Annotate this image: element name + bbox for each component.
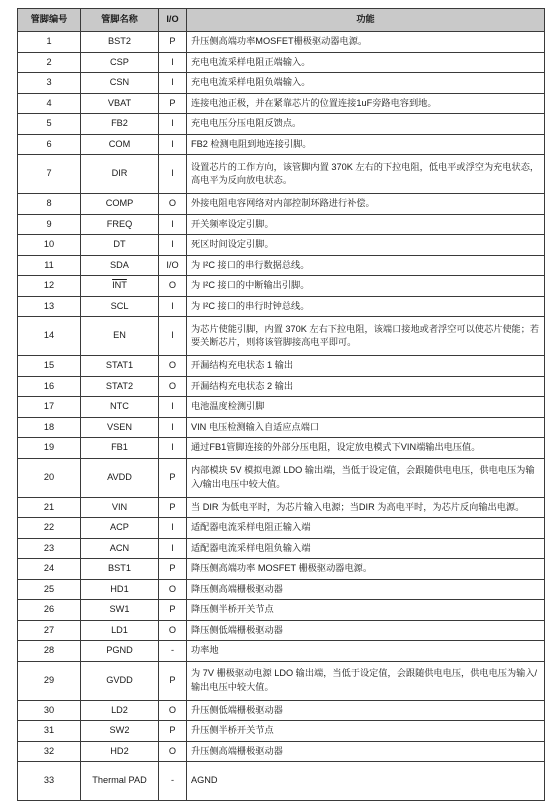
table-row <box>18 518 545 539</box>
function-cell: 充电电流采样电阻正端输入。 <box>187 52 545 73</box>
pin-number-cell: 10 <box>18 235 81 256</box>
pin-name-cell: PGND <box>81 641 159 662</box>
function-cell: 为 I²C 接口的中断输出引脚。 <box>187 276 545 297</box>
table-row <box>18 700 545 721</box>
io-cell: O <box>159 194 187 215</box>
pin-number-cell: 11 <box>18 255 81 276</box>
io-cell: I <box>159 52 187 73</box>
pin-name-cell: $\overline{INT}$ <box>81 276 159 297</box>
pin-name-cell: STAT2 <box>81 376 159 397</box>
pin-number-cell: 12 <box>18 276 81 297</box>
pin-number-cell: 3 <box>18 73 81 94</box>
io-cell: O <box>159 276 187 297</box>
table-row <box>18 438 545 459</box>
io-cell: P <box>159 600 187 621</box>
table-row <box>18 296 545 317</box>
function-cell: 功率地 <box>187 641 545 662</box>
table-row <box>18 235 545 256</box>
io-cell: O <box>159 579 187 600</box>
pin-name-cell: COM <box>81 134 159 155</box>
io-cell: I <box>159 235 187 256</box>
function-cell: 升压侧高端栅极驱动器 <box>187 741 545 762</box>
pin-name-cell: GVDD <box>81 661 159 700</box>
pin-name-cell: STAT1 <box>81 356 159 377</box>
function-cell: 适配器电流采样电阻负输入端 <box>187 538 545 559</box>
table-row <box>18 255 545 276</box>
pin-number-cell: 22 <box>18 518 81 539</box>
function-cell: AGND <box>187 762 545 801</box>
table-row <box>18 376 545 397</box>
table-row <box>18 155 545 194</box>
pin-name-cell: LD2 <box>81 700 159 721</box>
table-row <box>18 397 545 418</box>
table-row <box>18 579 545 600</box>
pin-name-cell: FREQ <box>81 214 159 235</box>
function-cell: 死区时间设定引脚。 <box>187 235 545 256</box>
pin-name-cell: DT <box>81 235 159 256</box>
io-cell: P <box>159 32 187 53</box>
table-row <box>18 93 545 114</box>
table-row <box>18 356 545 377</box>
function-cell: 为 7V 栅极驱动电源 LDO 输出端，当低于设定值，会跟随供电电压，供电电压为输入/输出电压中较大值。 <box>187 661 545 700</box>
pin-name-cell: VSEN <box>81 417 159 438</box>
io-cell: P <box>159 458 187 497</box>
pin-number-cell: 5 <box>18 114 81 135</box>
io-cell: - <box>159 641 187 662</box>
io-cell: I <box>159 73 187 94</box>
pin-number-cell: 29 <box>18 661 81 700</box>
function-cell: 降压侧高端栅极驱动器 <box>187 579 545 600</box>
function-cell: 开漏结构充电状态 2 输出 <box>187 376 545 397</box>
pin-name-cell: NTC <box>81 397 159 418</box>
table-row <box>18 114 545 135</box>
function-cell: 为芯片使能引脚，内置 370K 左右下拉电阻，该端口接地或者浮空可以使芯片使能；若要关断芯片，则将该管脚接高电平即可。 <box>187 317 545 356</box>
pin-name-cell: ACP <box>81 518 159 539</box>
function-cell: 升压侧高端功率MOSFET栅极驱动器电源。 <box>187 32 545 53</box>
io-cell: P <box>159 721 187 742</box>
function-cell: FB2 检测电阻到地连接引脚。 <box>187 134 545 155</box>
function-cell: 设置芯片的工作方向，该管脚内置 370K 左右的下拉电阻，低电平或浮空为充电状态，高电平为反向放电状态。 <box>187 155 545 194</box>
pin-name-cell: VIN <box>81 497 159 518</box>
io-cell: P <box>159 497 187 518</box>
io-cell: O <box>159 356 187 377</box>
function-cell: 电池温度检测引脚 <box>187 397 545 418</box>
function-cell: 降压侧低端栅极驱动器 <box>187 620 545 641</box>
pin-number-cell: 31 <box>18 721 81 742</box>
pin-number-cell: 4 <box>18 93 81 114</box>
pin-name-cell: BST2 <box>81 32 159 53</box>
pin-number-cell: 30 <box>18 700 81 721</box>
io-cell: I <box>159 438 187 459</box>
pin-name-cell: DIR <box>81 155 159 194</box>
io-cell: I <box>159 397 187 418</box>
function-cell: 降压侧半桥开关节点 <box>187 600 545 621</box>
pin-name-cell: SCL <box>81 296 159 317</box>
pin-number-cell: 24 <box>18 559 81 580</box>
io-cell: O <box>159 700 187 721</box>
header-io: I/O <box>159 9 187 32</box>
table-row <box>18 538 545 559</box>
io-cell: O <box>159 741 187 762</box>
table-header-row <box>18 9 545 32</box>
pin-number-cell: 33 <box>18 762 81 801</box>
table-row <box>18 32 545 53</box>
io-cell: - <box>159 762 187 801</box>
function-cell: 为 I²C 接口的串行时钟总线。 <box>187 296 545 317</box>
io-cell: I <box>159 155 187 194</box>
pin-number-cell: 27 <box>18 620 81 641</box>
pin-name-cell: COMP <box>81 194 159 215</box>
pin-name-cell: SW1 <box>81 600 159 621</box>
pin-name-cell: FB1 <box>81 438 159 459</box>
function-cell: 适配器电流采样电阻正输入端 <box>187 518 545 539</box>
function-cell: 外接电阻电容网络对内部控制环路进行补偿。 <box>187 194 545 215</box>
io-cell: I <box>159 317 187 356</box>
io-cell: O <box>159 620 187 641</box>
pin-number-cell: 13 <box>18 296 81 317</box>
function-cell: 开漏结构充电状态 1 输出 <box>187 356 545 377</box>
table-row <box>18 762 545 801</box>
io-cell: O <box>159 376 187 397</box>
io-cell: I <box>159 538 187 559</box>
function-cell: 升压侧低端栅极驱动器 <box>187 700 545 721</box>
pin-number-cell: 25 <box>18 579 81 600</box>
table-row <box>18 497 545 518</box>
pin-number-cell: 7 <box>18 155 81 194</box>
io-cell: I/O <box>159 255 187 276</box>
table-row <box>18 214 545 235</box>
pin-name-cell: Thermal PAD <box>81 762 159 801</box>
pin-name-cell: VBAT <box>81 93 159 114</box>
table-row <box>18 559 545 580</box>
pin-name-cell: HD1 <box>81 579 159 600</box>
function-cell: 为 I²C 接口的串行数据总线。 <box>187 255 545 276</box>
pin-number-cell: 18 <box>18 417 81 438</box>
pin-number-cell: 19 <box>18 438 81 459</box>
pin-number-cell: 26 <box>18 600 81 621</box>
function-cell: 充电电压分压电阻反馈点。 <box>187 114 545 135</box>
pin-number-cell: 32 <box>18 741 81 762</box>
table-row <box>18 620 545 641</box>
io-cell: I <box>159 518 187 539</box>
table-row <box>18 661 545 700</box>
pin-number-cell: 20 <box>18 458 81 497</box>
pin-number-cell: 16 <box>18 376 81 397</box>
pin-function-table <box>17 8 545 801</box>
pin-number-cell: 9 <box>18 214 81 235</box>
pin-number-cell: 28 <box>18 641 81 662</box>
pin-name-cell: BST1 <box>81 559 159 580</box>
header-pin-name: 管脚名称 <box>81 9 159 32</box>
function-cell: 通过FB1管脚连接的外部分压电阻，设定放电模式下VIN端输出电压值。 <box>187 438 545 459</box>
io-cell: I <box>159 134 187 155</box>
pin-number-cell: 14 <box>18 317 81 356</box>
pin-table-container <box>17 8 544 801</box>
io-cell: P <box>159 661 187 700</box>
table-row <box>18 52 545 73</box>
table-row <box>18 721 545 742</box>
header-pin-number: 管脚编号 <box>18 9 81 32</box>
table-row <box>18 600 545 621</box>
pin-name-cell: SW2 <box>81 721 159 742</box>
function-cell: 降压侧高端功率 MOSFET 栅极驱动器电源。 <box>187 559 545 580</box>
pin-name-cell: CSN <box>81 73 159 94</box>
table-row <box>18 276 545 297</box>
pin-number-cell: 6 <box>18 134 81 155</box>
pin-name-cell: ACN <box>81 538 159 559</box>
table-row <box>18 641 545 662</box>
function-cell: VIN 电压检测输入自适应点端口 <box>187 417 545 438</box>
function-cell: 充电电流采样电阻负端输入。 <box>187 73 545 94</box>
pin-name-cell: FB2 <box>81 114 159 135</box>
table-row <box>18 417 545 438</box>
function-cell: 内部模块 5V 模拟电源 LDO 输出端，当低于设定值，会跟随供电电压，供电电压为输入/输出电压中较大值。 <box>187 458 545 497</box>
io-cell: I <box>159 214 187 235</box>
header-function: 功能 <box>187 9 545 32</box>
io-cell: P <box>159 93 187 114</box>
function-cell: 开关频率设定引脚。 <box>187 214 545 235</box>
pin-number-cell: 8 <box>18 194 81 215</box>
pin-name-cell: HD2 <box>81 741 159 762</box>
table-row <box>18 134 545 155</box>
table-row <box>18 741 545 762</box>
table-body <box>18 32 545 801</box>
pin-number-cell: 1 <box>18 32 81 53</box>
pin-number-cell: 23 <box>18 538 81 559</box>
io-cell: P <box>159 559 187 580</box>
pin-name-cell: CSP <box>81 52 159 73</box>
io-cell: I <box>159 417 187 438</box>
function-cell: 当 DIR 为低电平时，为芯片输入电源；当DIR 为高电平时，为芯片反向输出电源。 <box>187 497 545 518</box>
pin-number-cell: 2 <box>18 52 81 73</box>
pin-number-cell: 17 <box>18 397 81 418</box>
table-row <box>18 458 545 497</box>
io-cell: I <box>159 296 187 317</box>
pin-name-cell: LD1 <box>81 620 159 641</box>
table-row <box>18 194 545 215</box>
io-cell: I <box>159 114 187 135</box>
pin-name-cell: EN <box>81 317 159 356</box>
pin-number-cell: 15 <box>18 356 81 377</box>
function-cell: 升压侧半桥开关节点 <box>187 721 545 742</box>
pin-name-cell: AVDD <box>81 458 159 497</box>
table-row <box>18 317 545 356</box>
pin-number-cell: 21 <box>18 497 81 518</box>
table-row <box>18 73 545 94</box>
pin-name-cell: SDA <box>81 255 159 276</box>
function-cell: 连接电池正极，并在紧靠芯片的位置连接1uF旁路电容到地。 <box>187 93 545 114</box>
